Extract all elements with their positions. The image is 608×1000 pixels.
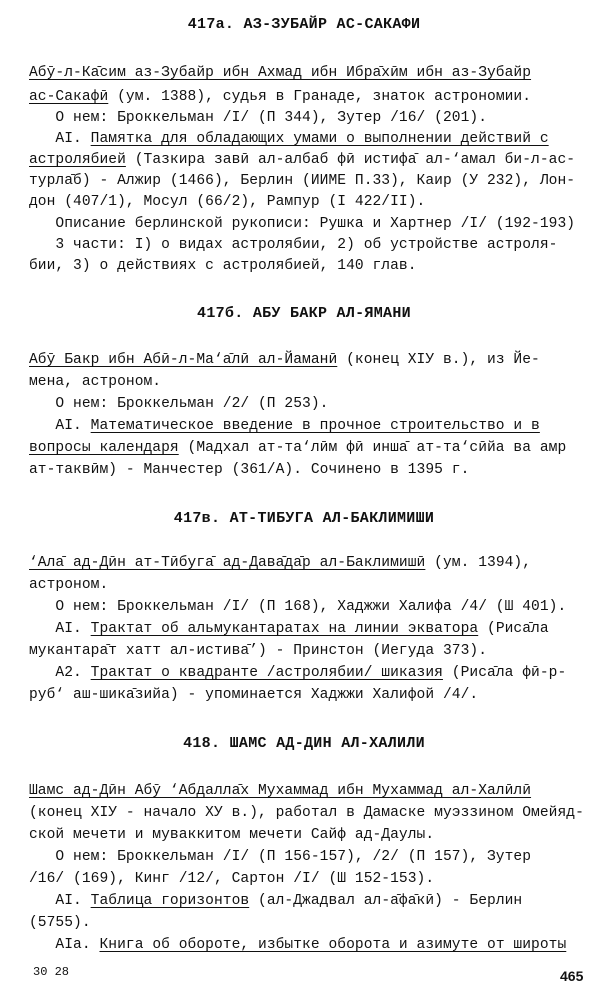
text-line: Описание берлинской рукописи: Рушка и Хартнер /I/ (192-193) [29,216,576,232]
underlined-title: вопросы календаря [29,440,179,456]
text-line: О нем: Броккельман /I/ (П 344), Зутер /16/ (201). [29,110,487,126]
text-line [29,783,531,799]
text-line: AI. Памятка для обладающих умами о выполнении действий с [29,131,549,147]
text-line: /16/ (169), Кинг /12/, Сартон /I/ (Ш 152-153). [29,871,435,887]
underlined-name: Абӯ-л-Ка̄сим аз-Зубайр ибн Ахмад ибн Ибра̄хӣм ибн аз-Зубайр [29,65,532,81]
text-line: мена, астроном. [29,374,162,390]
text-line: ‘Ала̄ ад-Дӣн ат-Тӣбуга̄ ад-Дава̄да̄р ал-Баклимишӣ (ум. 1394), [29,555,532,571]
text-line: AI. Таблица горизонтов (ал-Джадвал ал-а̄фа̄кӣ) - Берлин [29,893,523,909]
text-line [29,65,531,81]
underlined-title: Книга об обороте, избытке оборота и азимуте от широты [99,937,567,953]
underlined-name: ‘Ала̄ ад-Дӣн ат-Тӣбуга̄ ад-Дава̄да̄р ал-Баклимишӣ [29,555,426,571]
text-line: (5755). [29,915,91,931]
underlined-name: ас-Сакафӣ [29,89,109,105]
underlined-name: Абӯ Бакр ибн Абӣ-л-Ма‘а̄лӣ ал-Йаманӣ [29,352,338,368]
text-line: ат-таквӣм) - Манчестер (361/A). Сочинено в 1395 г. [29,462,470,478]
text-line: астроном. [29,577,109,593]
text-line: бии, 3) о действиях с астролябией, 140 глав. [29,258,417,274]
text-line: AIа. Книга об обороте, избытке оборота и азимуте от широты [29,937,567,953]
text-line: (конец XIУ - начало ХУ в.), работал в Дамаске муэззином Омейяд- [29,805,584,821]
underlined-title: Трактат о квадранте /астролябии/ шиказия [90,665,443,681]
section-heading: 417а. АЗ-ЗУБАЙР АС-САКАФИ [187,16,421,33]
printer-signature: 30 28 [33,965,70,979]
text-line: О нем: Броккельман /I/ (П 168), Хаджжи Халифа /4/ (Ш 401). [29,599,567,615]
section-heading: 417б. АБУ БАКР АЛ-ЯМАНИ [197,305,411,322]
text-line: астролябией (Тазкира завӣ ал-албаб фӣ истифа̄ ал-‘амал би-л-ас- [29,152,576,168]
underlined-title: Таблица горизонтов [90,893,250,909]
underlined-title: Трактат об альмукантаратах на линии экватора [90,621,479,637]
text-line: 3 части: I) о видах астролябии, 2) об устройстве астроля- [29,237,558,253]
text-line: О нем: Броккельман /2/ (П 253). [29,396,329,412]
text-line: AI. Математическое введение в прочное строительство и в [29,418,540,434]
text-line: ас-Сакафӣ (ум. 1388), судья в Гранаде, знаток астрономии. [29,89,532,105]
section-heading: 417в. АТ-ТИБУГА АЛ-БАКЛИМИШИ [173,510,435,527]
underlined-title: Памятка для обладающих умами о выполнении действий с [90,131,549,147]
text-line: А2. Трактат о квадранте /астролябии/ шиказия (Риса̄ла фӣ-р- [29,665,567,681]
text-line: Абӯ Бакр ибн Абӣ-л-Ма‘а̄лӣ ал-Йаманӣ (конец XIУ в.), из Йе- [29,352,540,368]
underlined-title: астролябией [29,152,126,168]
text-line: мукантара̄т хатт ал-истива̄’) - Принстон (Иегуда 373). [29,643,487,659]
text-line: AI. Трактат об альмукантаратах на линии экватора (Риса̄ла [29,621,549,637]
text-line: дон (407/1), Мосул (66/2), Рампур (I 422/II). [29,194,426,210]
page-number: 465 [560,968,584,984]
underlined-name: Шамс ад-Дӣн Абӯ ‘Абдалла̄х Мухаммад ибн Мухаммад ал-Халӣлӣ [29,783,532,799]
text-line: ской мечети и муваккитом мечети Сайф ад-Даулы. [29,827,435,843]
text-line: руб‘ аш-шика̄зийа) - упоминается Хаджжи Халифой /4/. [29,687,479,703]
text-line: вопросы календаря (Мадхал ат-та‘лӣм фӣ инша̄ ат-та‘сӣйа ва амр [29,440,567,456]
section-heading: 418. ШАМС АД-ДИН АЛ-ХАЛИЛИ [183,735,425,752]
text-line: О нем: Броккельман /I/ (П 156-157), /2/ (П 157), Зутер [29,849,532,865]
underlined-title: Математическое введение в прочное строительство и в [90,418,540,434]
text-line: турла̄б) - Алжир (1466), Берлин (ИИМЕ П.33), Каир (У 232), Лон- [29,173,576,189]
